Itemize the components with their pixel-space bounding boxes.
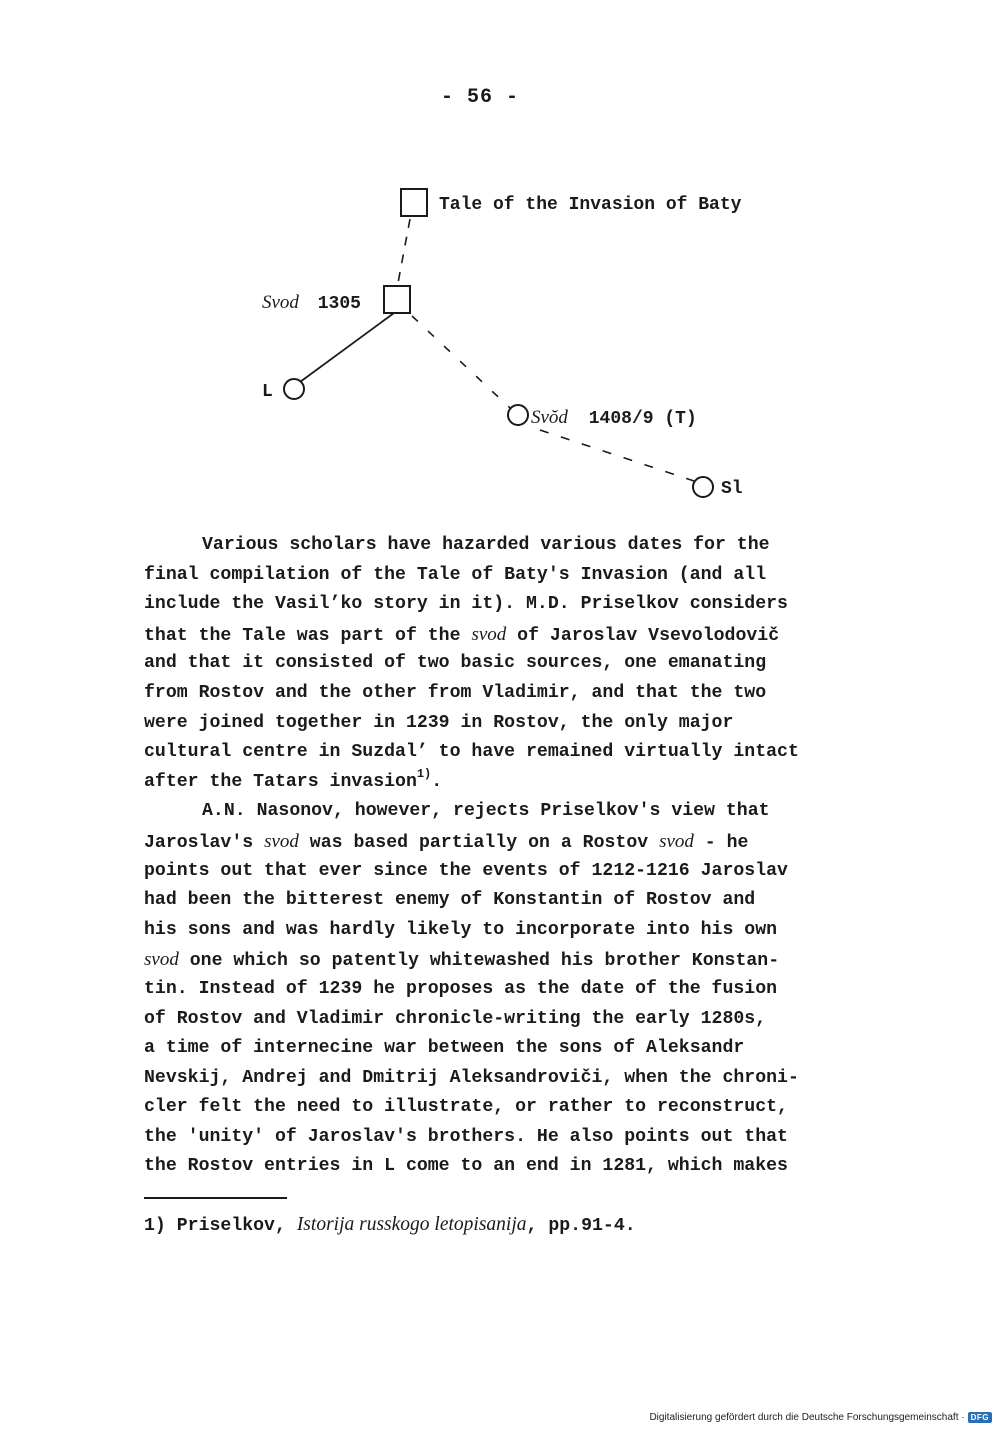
- dfg-logo: DFG: [968, 1412, 992, 1423]
- text-line: points out that ever since the events of 1212-1216 Jaroslav: [144, 860, 788, 881]
- text-run: - he: [693, 832, 749, 853]
- svod1408-node: [508, 405, 528, 425]
- text-line: the 'unity' of Jaroslav's brothers. He also points out that: [144, 1126, 788, 1147]
- text-run: after the Tatars invasion: [144, 771, 417, 792]
- text-line: the Rostov entries in L come to an end in 1281, which makes: [144, 1156, 788, 1177]
- text-line: and that it consisted of two basic sources, one emanating: [144, 653, 767, 674]
- text-run: was based partially on a Rostov: [298, 832, 660, 853]
- italic-term: svod: [659, 830, 694, 852]
- credit-text: Digitalisierung gefördert durch die Deutsche Forschungsgemeinschaft ·: [649, 1412, 965, 1423]
- text-line: Nevskij, Andrej and Dmitrij Aleksandroviči, when the chroni-: [144, 1067, 799, 1088]
- svod1305-word: Svod: [262, 292, 299, 313]
- footnote-title: Istorija russkogo letopisanija: [296, 1214, 527, 1235]
- text-line: cultural centre in Suzdal’ to have remained virtually intact: [144, 742, 799, 763]
- text-line: [144, 827, 864, 857]
- italic-term: svod: [471, 623, 507, 645]
- text-line: his sons and was hardly likely to incorporate into his own: [144, 919, 778, 940]
- text-line: final compilation of the Tale of Baty's Invasion (and all: [144, 564, 767, 585]
- text-line: cler felt the need to illustrate, or rather to reconstruct,: [144, 1097, 788, 1118]
- text-line: Various scholars have hazarded various dates for the: [202, 535, 770, 555]
- footnote: [144, 1214, 864, 1236]
- sl-node: [693, 477, 713, 497]
- text-run: Jaroslav's: [144, 832, 265, 853]
- svod1305-label: [262, 292, 361, 314]
- l-label: L: [262, 382, 273, 402]
- digitization-credit: [649, 1412, 992, 1423]
- text-line: include the Vasil’ko story in it). M.D. Priselkov considers: [144, 594, 788, 615]
- text-line: were joined together in 1239 in Rostov, the only major: [144, 712, 734, 733]
- text-line: A.N. Nasonov, however, rejects Priselkov's view that: [202, 801, 770, 822]
- italic-term: svod: [264, 830, 299, 852]
- edge-tale-svod1305: [398, 219, 410, 283]
- sl-label: Sl: [721, 479, 743, 499]
- stemma-diagram: [0, 0, 1000, 520]
- footnote-marker: 1) Priselkov,: [144, 1216, 297, 1236]
- text-run: that the Tale was part of the: [144, 625, 472, 646]
- svod1408-word: Svŏd: [531, 407, 568, 428]
- text-line: from Rostov and the other from Vladimir, and that the two: [144, 682, 767, 703]
- text-run: .: [431, 771, 443, 792]
- text-line: a time of internecine war between the sons of Aleksandr: [144, 1038, 745, 1059]
- edge-svod1305-l: [300, 313, 394, 382]
- text-line: tin. Instead of 1239 he proposes as the date of the fusion: [144, 978, 778, 999]
- svod1305-number: 1305: [317, 294, 361, 314]
- text-line: had been the bitterest enemy of Konstantin of Rostov and: [144, 890, 756, 911]
- l-node: [284, 379, 304, 399]
- footnote-ref: 1): [416, 766, 432, 781]
- text-run: one which so patently whitewashed his brother Konstan-: [178, 951, 780, 972]
- text-line: [144, 620, 864, 650]
- edge-svod1408-sl: [540, 430, 694, 481]
- footnote-pages: , pp.91-4.: [526, 1216, 636, 1236]
- text-line: of Rostov and Vladimir chronicle-writing the early 1280s,: [144, 1008, 767, 1029]
- tale-node: [401, 189, 427, 216]
- svod1408-number: 1408/9 (T): [588, 409, 697, 429]
- text-run: of Jaroslav Vsevolodovič: [506, 625, 780, 646]
- body-text: [144, 531, 864, 1182]
- edge-svod1305-svod1408: [412, 316, 510, 408]
- footnote-rule: [144, 1197, 287, 1199]
- text-line: [144, 768, 864, 798]
- svod1408-label: [531, 407, 697, 429]
- text-line: [144, 945, 864, 975]
- page-number: - 56 -: [440, 86, 519, 109]
- tale-label: Tale of the Invasion of Baty: [439, 195, 742, 215]
- svod1305-node: [384, 286, 410, 313]
- italic-term: svod: [144, 949, 179, 971]
